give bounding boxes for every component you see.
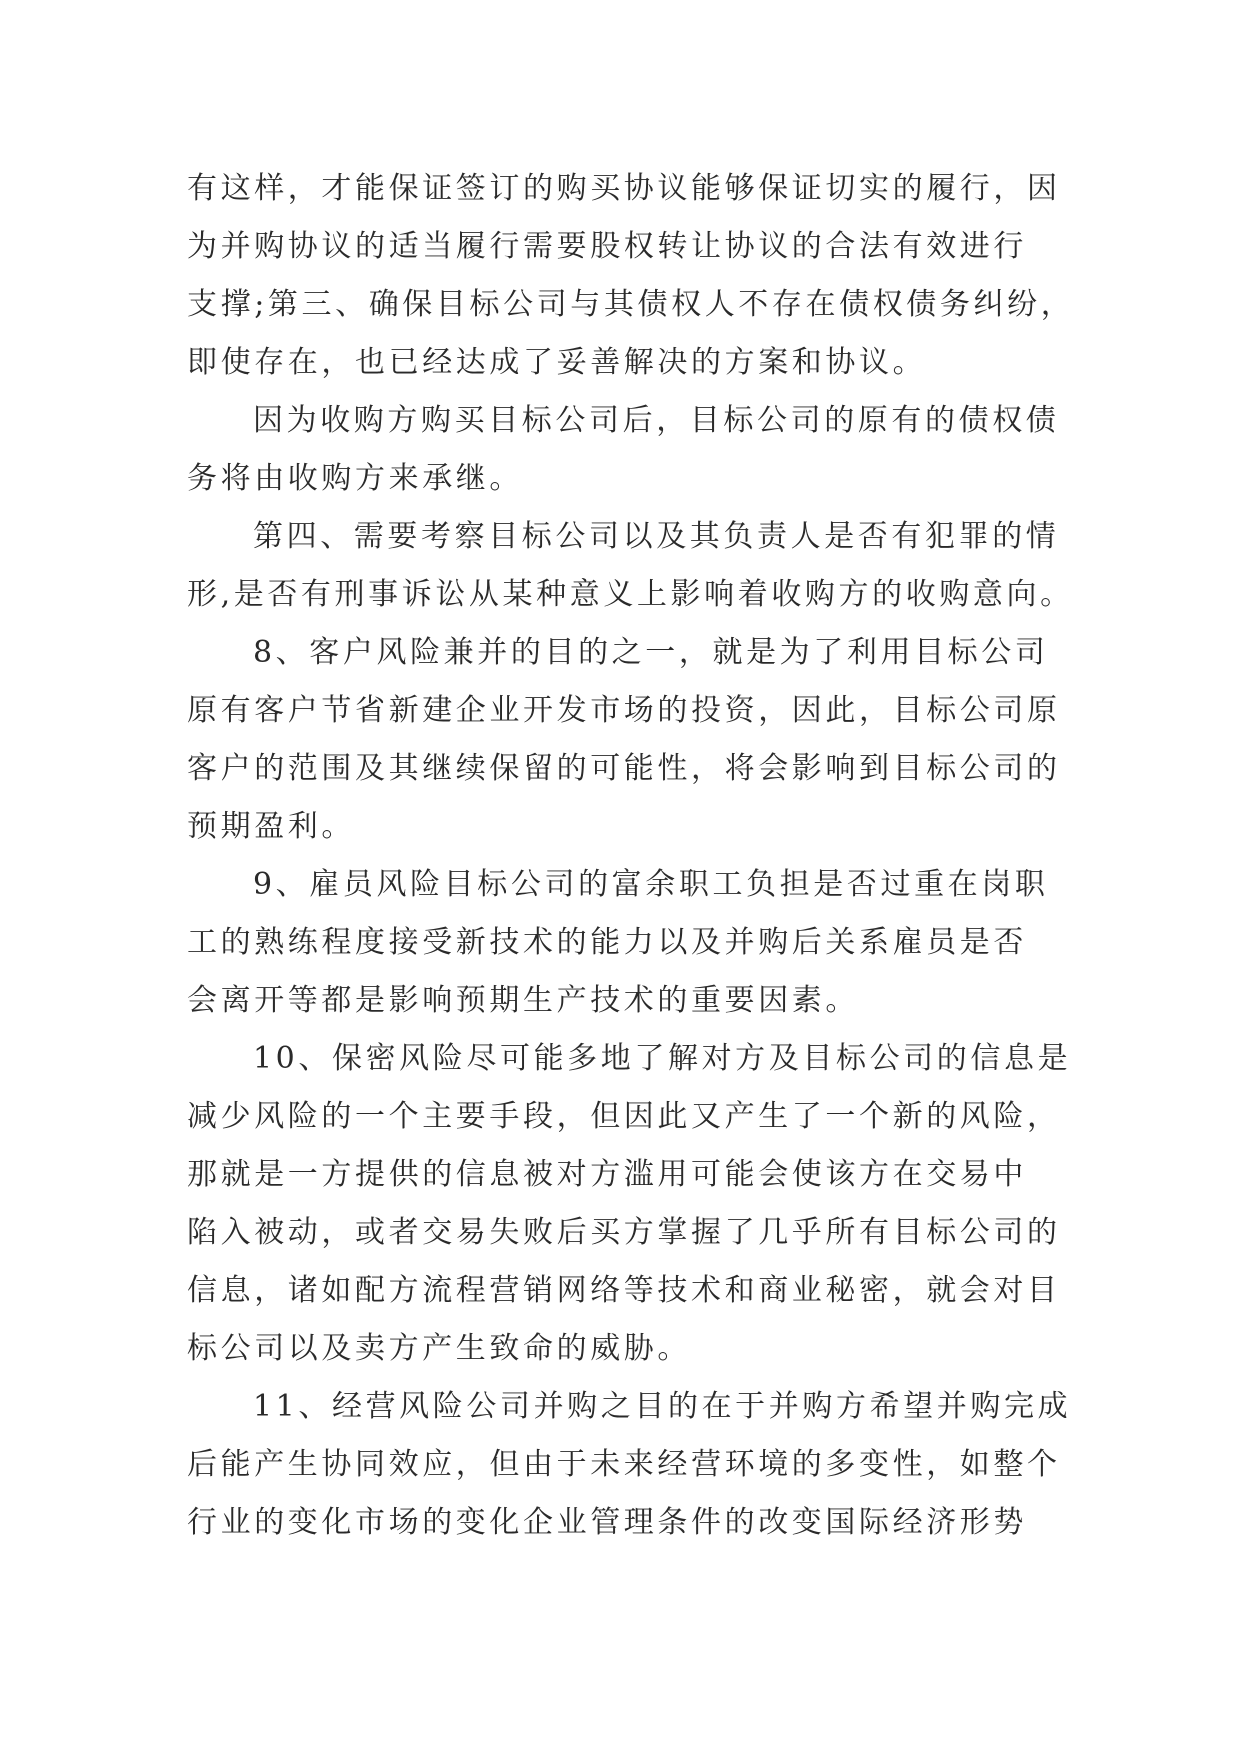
text-line: 减少风险的一个主要手段，但因此又产生了一个新的风险， — [187, 1099, 1061, 1134]
text-line: 10、保密风险尽可能多地了解对方及目标公司的信息是 — [253, 1041, 1072, 1076]
document-body — [187, 160, 1075, 1552]
text-line: 9、雇员风险目标公司的富余职工负担是否过重在岗职 — [253, 867, 1049, 902]
text-line: 标公司以及卖方产生致命的威胁。 — [187, 1331, 691, 1366]
text-line: 陷入被动，或者交易失败后买方掌握了几乎所有目标公司的 — [187, 1215, 1061, 1250]
text-line: 行业的变化市场的变化企业管理条件的改变国际经济形势 — [187, 1505, 1027, 1540]
text-line: 那就是一方提供的信息被对方滥用可能会使该方在交易中 — [187, 1157, 1027, 1192]
text-line: 信息，诸如配方流程营销网络等技术和商业秘密，就会对目 — [187, 1273, 1061, 1308]
text-line: 原有客户节省新建企业开发市场的投资，因此，目标公司原 — [187, 693, 1061, 728]
paragraph-continuation — [187, 160, 1075, 392]
text-line: 会离开等都是影响预期生产技术的重要因素。 — [187, 983, 859, 1018]
paragraph-confidentiality-risk — [187, 1030, 1072, 1378]
text-line: 预期盈利。 — [187, 809, 355, 844]
text-line: 第四、需要考察目标公司以及其负责人是否有犯罪的情 — [253, 519, 1060, 554]
text-line: 形,是否有刑事诉讼从某种意义上影响着收购方的收购意向。 — [187, 577, 1074, 612]
text-line: 8、客户风险兼并的目的之一，就是为了利用目标公司 — [253, 635, 1049, 670]
text-line: 为并购协议的适当履行需要股权转让协议的合法有效进行 — [187, 229, 1027, 264]
paragraph-customer-risk — [187, 624, 1067, 856]
text-line: 支撑;第三、确保目标公司与其债权人不存在债权债务纠纷， — [187, 287, 1075, 322]
text-line: 11、经营风险公司并购之目的在于并购方希望并购完成 — [253, 1389, 1072, 1424]
paragraph-debt-inheritance — [187, 392, 1067, 508]
text-line: 有这样，才能保证签订的购买协议能够保证切实的履行，因 — [187, 171, 1061, 206]
paragraph-criminal-check — [187, 508, 1074, 624]
text-line: 即使存在，也已经达成了妥善解决的方案和协议。 — [187, 345, 927, 380]
text-line: 后能产生协同效应，但由于未来经营环境的多变性，如整个 — [187, 1447, 1061, 1482]
text-line: 工的熟练程度接受新技术的能力以及并购后关系雇员是否 — [187, 925, 1027, 960]
paragraph-employee-risk — [187, 856, 1067, 1030]
text-line: 务将由收购方来承继。 — [187, 461, 523, 496]
text-line: 因为收购方购买目标公司后，目标公司的原有的债权债 — [253, 403, 1060, 438]
paragraph-operating-risk — [187, 1378, 1072, 1552]
text-line: 客户的范围及其继续保留的可能性，将会影响到目标公司的 — [187, 751, 1061, 786]
